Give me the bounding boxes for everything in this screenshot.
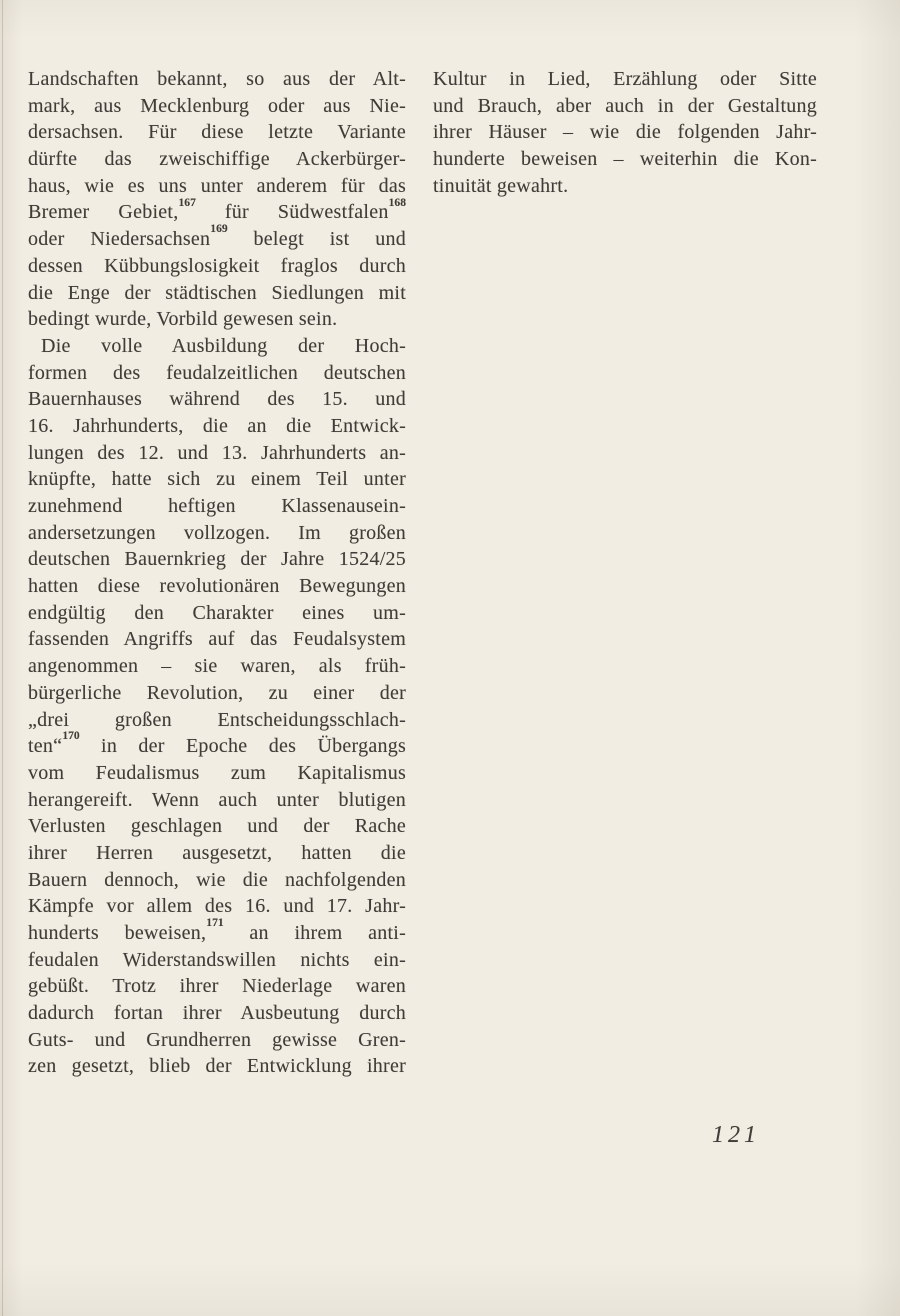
text-line: bürgerliche Revolution, zu einer der [28, 681, 406, 704]
footnote-ref: 168 [388, 195, 406, 209]
footnote-ref: 169 [210, 222, 228, 236]
text-line: hunderts beweisen,$^{171}$ an ihrem anti- [28, 916, 406, 944]
footnote-ref: 167 [178, 195, 196, 209]
text-line: Die volle Ausbildung der Hoch- [41, 334, 406, 357]
text-line: dürfte das zweischiffige Ackerbürger- [28, 148, 406, 171]
text-line: tinuität gewahrt. [433, 174, 569, 197]
text-line: haus, wie es uns unter anderem für das [28, 174, 406, 197]
text-line: dessen Kübbungslosigkeit fraglos durch [28, 254, 406, 277]
text-line: 16. Jahrhunderts, die an die Entwick- [28, 414, 406, 437]
text-line: herangereift. Wenn auch unter blutigen [28, 788, 406, 811]
text-line: fassenden Angriffs auf das Feudalsystem [28, 628, 406, 651]
text-line: lungen des 12. und 13. Jahrhunderts an- [28, 441, 406, 464]
text-line: die Enge der städtischen Siedlungen mit [28, 281, 406, 304]
text-line: Kämpfe vor allem des 16. und 17. Jahr- [28, 895, 406, 918]
text-line: oder Niedersachsen$^{169}$ belegt ist und [28, 222, 406, 251]
text-line: Guts- und Grundherren gewisse Gren- [28, 1028, 406, 1051]
text-line: zunehmend heftigen Klassenausein- [28, 495, 406, 517]
text-line: deutschen Bauernkrieg der Jahre 1524/25 [28, 548, 406, 571]
column-left [28, 66, 406, 1080]
text-line: endgültig den Charakter eines um- [28, 601, 406, 624]
text-line: und Brauch, aber auch in der Gestaltung [433, 94, 817, 117]
text-line: Bauern dennoch, wie die nachfolgenden [28, 868, 406, 891]
text-line: feudalen Widerstandswillen nichts ein- [28, 948, 406, 971]
footnote-ref: 171 [206, 916, 224, 930]
text-line: mark, aus Mecklenburg oder aus Nie- [28, 94, 406, 117]
page-edge-artifact [2, 0, 3, 1316]
text-line: zen gesetzt, blieb der Entwicklung ihrer [28, 1055, 406, 1078]
text-line: bedingt wurde, Vorbild gewesen sein. [28, 308, 338, 331]
text-line: hunderte beweisen – weiterhin die Kon- [433, 148, 817, 171]
footnote-ref: 170 [62, 729, 80, 743]
text-line: angenommen – sie waren, als früh- [28, 655, 406, 678]
text-line: gebüßt. Trotz ihrer Niederlage waren [28, 975, 406, 998]
text-line: ihrer Herren ausgesetzt, hatten die [28, 841, 406, 864]
text-line: dadurch fortan ihrer Ausbeutung durch [28, 1002, 406, 1025]
text-line: dersachsen. Für diese letzte Variante [28, 121, 406, 144]
text-line: ihrer Häuser – wie die folgenden Jahr- [433, 121, 817, 144]
text-line: Bauernhauses während des 15. und [28, 388, 406, 411]
text-line: formen des feudalzeitlichen deutschen [28, 361, 406, 384]
text-line: knüpfte, hatte sich zu einem Teil unter [28, 468, 406, 491]
text-line: andersetzungen vollzogen. Im großen [28, 521, 406, 544]
text-line: vom Feudalismus zum Kapitalismus [28, 761, 406, 784]
text-line: Landschaften bekannt, so aus der Alt- [28, 68, 406, 90]
page-number: 121 [712, 1122, 760, 1148]
text-line: Bremer Gebiet,$^{167}$ für Südwestfalen$^{168}$ [28, 195, 406, 224]
text-line: Kultur in Lied, Erzählung oder Sitte [433, 68, 817, 90]
text-line: Verlusten geschlagen und der Rache [28, 815, 406, 838]
text-line: hatten diese revolutionären Bewegungen [28, 575, 406, 598]
text-line: ten“$^{170}$ in der Epoche des Übergangs [28, 729, 406, 758]
text-line: „drei großen Entscheidungsschlach- [28, 708, 406, 731]
column-right [433, 66, 817, 199]
